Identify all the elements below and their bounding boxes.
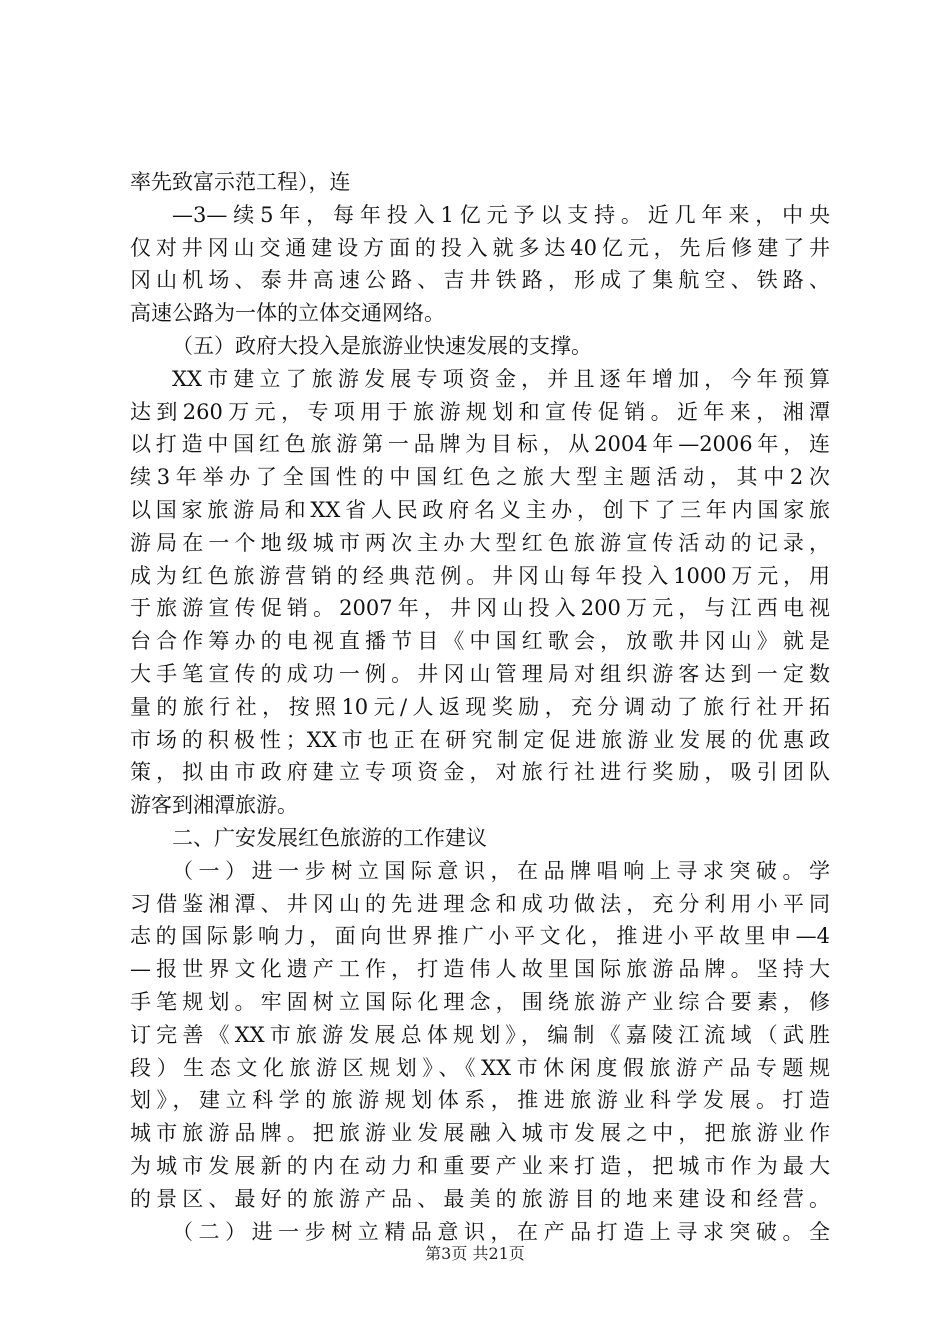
text-line: 量的旅行社，按照10元/人返现奖励，充分调动了旅行社开拓 bbox=[130, 694, 830, 719]
text-line: 成为红色旅游营销的经典范例。井冈山每年投入1000万元，用 bbox=[130, 563, 830, 588]
text-line: 于旅游宣传促销。2007年，井冈山投入200万元，与江西电视 bbox=[130, 596, 830, 621]
text-line: 游客到湘潭旅游。 bbox=[130, 793, 298, 818]
text-line: 台合作筹办的电视直播节目《中国红歌会，放歌井冈山》就是 bbox=[130, 629, 830, 654]
text-line: 以国家旅游局和XX省人民政府名义主办，创下了三年内国家旅 bbox=[130, 497, 830, 522]
document-body bbox=[130, 166, 830, 1248]
text-line: 为城市发展新的内在动力和重要产业来打造，把城市作为最大 bbox=[130, 1153, 830, 1178]
text-line: 续3年举办了全国性的中国红色之旅大型主题活动，其中2次 bbox=[130, 465, 830, 490]
text-line: 手笔规划。牢固树立国际化理念，围绕旅游产业综合要素，修 bbox=[130, 989, 830, 1014]
text-line: 大手笔宣传的成功一例。井冈山管理局对组织游客达到一定数 bbox=[130, 661, 830, 686]
text-line: —报世界文化遗产工作，打造伟人故里国际旅游品牌。坚持大 bbox=[130, 957, 830, 982]
text-line: 市场的积极性；XX市也正在研究制定促进旅游业发展的优惠政 bbox=[130, 727, 830, 752]
text-line: 志的国际影响力，面向世界推广小平文化，推进小平故里申—4 bbox=[130, 924, 830, 949]
page-footer: 第3页 共21页 bbox=[425, 1244, 525, 1263]
text-line: 冈山机场、泰井高速公路、吉井铁路，形成了集航空、铁路、 bbox=[130, 268, 830, 293]
text-line: （一）进一步树立国际意识，在品牌唱响上寻求突破。学 bbox=[172, 858, 830, 883]
text-line: XX市建立了旅游发展专项资金，并且逐年增加，今年预算 bbox=[172, 366, 830, 391]
text-line: 率先致富示范工程），连 bbox=[130, 170, 351, 194]
text-line: 城市旅游品牌。把旅游业发展融入城市发展之中，把旅游业作 bbox=[130, 1121, 830, 1146]
text-line: 游局在一个地级城市两次主办大型红色旅游宣传活动的记录， bbox=[130, 530, 830, 555]
text-line: 习借鉴湘潭、井冈山的先进理念和成功做法，充分利用小平同 bbox=[130, 891, 830, 916]
text-line: 仅对井冈山交通建设方面的投入就多达40亿元，先后修建了井 bbox=[130, 235, 830, 260]
text-line: 策，拟由市政府建立专项资金，对旅行社进行奖励，吸引团队 bbox=[130, 760, 830, 785]
text-line: 高速公路为一体的立体交通网络。 bbox=[130, 301, 445, 326]
text-line: （二）进一步树立精品意识，在产品打造上寻求突破。全 bbox=[172, 1219, 830, 1244]
text-line: 二、广安发展红色旅游的工作建议 bbox=[172, 825, 487, 850]
text-line: （五）政府大投入是旅游业快速发展的支撑。 bbox=[172, 333, 592, 358]
text-line: 的景区、最好的旅游产品、最美的旅游目的地来建设和经营。 bbox=[130, 1186, 830, 1211]
text-line: 划》，建立科学的旅游规划体系，推进旅游业科学发展。打造 bbox=[130, 1088, 830, 1113]
text-line: 段）生态文化旅游区规划》、《XX市休闲度假旅游产品专题规 bbox=[130, 1055, 830, 1080]
text-line: 订完善《XX市旅游发展总体规划》，编制《嘉陵江流域（武胜 bbox=[130, 1022, 830, 1047]
text-line: 达到260万元，专项用于旅游规划和宣传促销。近年来，湘潭 bbox=[130, 399, 830, 424]
text-line: —3—续5年，每年投入1亿元予以支持。近几年来，中央 bbox=[172, 202, 830, 227]
text-line: 以打造中国红色旅游第一品牌为目标，从2004年—2006年，连 bbox=[130, 432, 830, 457]
